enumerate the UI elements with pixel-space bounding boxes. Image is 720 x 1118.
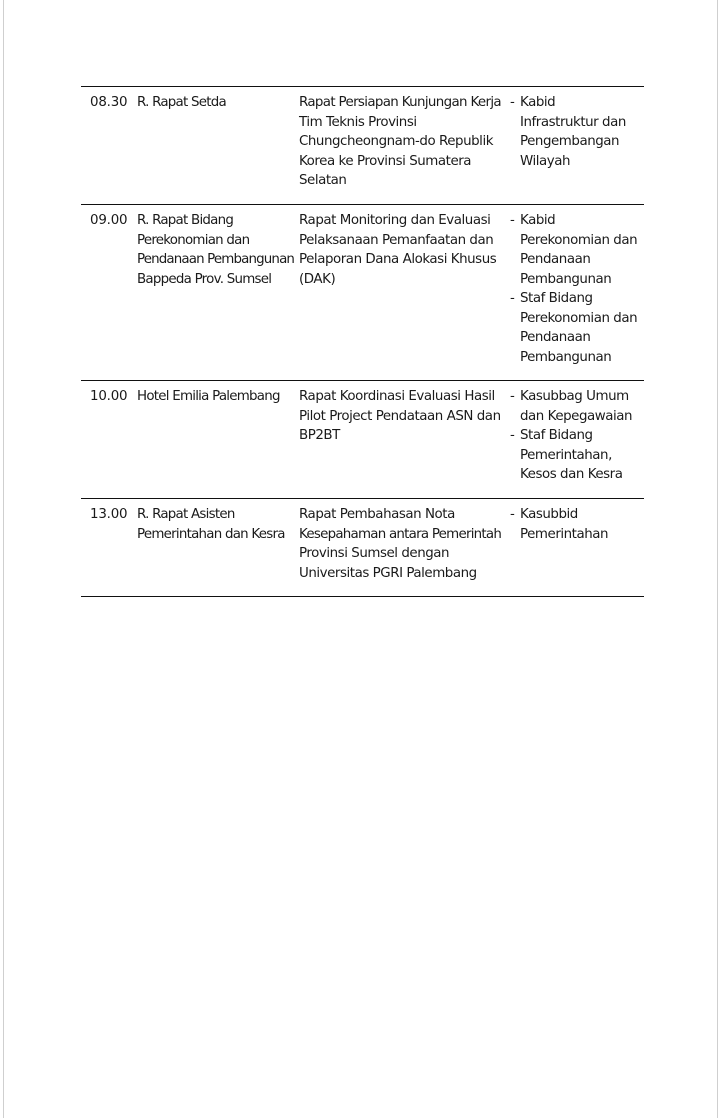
event-line: Tim Teknis Provinsi [299,114,417,130]
event-cell [299,505,503,583]
event-line: Rapat Koordinasi Evaluasi Hasil [299,389,495,404]
attendees-cell [510,387,644,485]
dash-bullet: - [510,389,515,404]
attendee-line: Infrastruktur dan [520,114,626,130]
event-line: BP2BT [299,428,340,443]
place-line: R. Rapat Asisten [137,507,235,522]
event-line: Selatan [299,173,347,188]
attendee-line: Kabid [520,95,556,110]
attendee-line: Pemerintahan, [520,447,612,463]
table-divider [81,596,644,597]
attendee-line: Pengembangan [520,134,620,149]
place-line: Bappeda Prov. Sumsel [137,271,272,287]
place-line: R. Rapat Setda [137,95,226,110]
place-line: R. Rapat Bidang [137,213,234,228]
dash-bullet: - [510,428,515,443]
attendee-line: Pendanaan [520,330,591,345]
event-cell [299,387,503,446]
attendee-line: Kasubbag Umum [520,389,629,404]
event-line: Pelaksanaan Pemanfaatan dan [299,232,494,248]
place-line: Pendanaan Pembangunan [137,252,295,267]
attendee-item [510,211,644,289]
event-line: Kesepahaman antara Pemerintah [299,526,502,542]
attendee-line: Wilayah [520,153,571,169]
attendee-line: Pembangunan [520,271,612,287]
event-line: (DAK) [299,271,336,287]
attendee-line: dan Kepegawaian [520,408,633,424]
event-cell [299,93,503,191]
attendee-line: Pembangunan [520,349,612,365]
time-cell: 09.00 [90,213,128,228]
attendee-item [510,505,644,544]
place-line: Hotel Emilia Palembang [137,389,280,404]
attendees-cell [510,93,644,171]
place-line: Perekonomian dan [137,232,250,248]
event-line: Rapat Persiapan Kunjungan Kerja [299,95,501,110]
attendees-cell [510,211,644,367]
event-line: Rapat Monitoring dan Evaluasi [299,213,491,228]
attendee-line: Kabid [520,213,556,228]
dash-bullet: - [510,291,515,306]
attendee-line: Perekonomian dan [520,232,638,248]
place-cell [137,211,295,289]
event-line: Korea ke Provinsi Sumatera [299,153,472,169]
time-cell: 13.00 [90,507,128,522]
attendee-line: Pemerintahan [520,526,609,542]
dash-bullet: - [510,213,515,228]
time-cell: 08.30 [90,95,128,110]
event-line: Pilot Project Pendataan ASN dan [299,408,501,424]
schedule-row [81,205,644,380]
dash-bullet: - [510,507,515,522]
place-line: Pemerintahan dan Kesra [137,526,285,542]
attendee-item [510,93,644,171]
attendee-item [510,387,644,426]
attendee-line: Kasubbid [520,507,578,522]
dash-bullet: - [510,95,515,110]
event-line: Rapat Pembahasan Nota [299,507,455,522]
event-line: Universitas PGRI Palembang [299,565,477,581]
attendee-line: Staf Bidang [520,428,593,443]
event-line: Chungcheongnam-do Republik [299,134,494,149]
place-cell [137,387,295,407]
attendee-item [510,289,644,367]
time-cell: 10.00 [90,389,128,404]
attendee-line: Kesos dan Kesra [520,467,623,482]
place-cell [137,505,295,544]
place-cell [137,93,295,113]
event-cell [299,211,503,289]
schedule-table [81,86,644,597]
event-line: Provinsi Sumsel dengan [299,546,450,561]
schedule-row [81,499,644,596]
attendee-line: Staf Bidang [520,291,593,306]
attendee-item [510,426,644,485]
attendees-cell [510,505,644,544]
attendee-line: Perekonomian dan [520,310,638,326]
schedule-row [81,381,644,498]
event-line: Pelaporan Dana Alokasi Khusus [299,252,497,267]
attendee-line: Pendanaan [520,252,591,267]
schedule-row [81,87,644,204]
